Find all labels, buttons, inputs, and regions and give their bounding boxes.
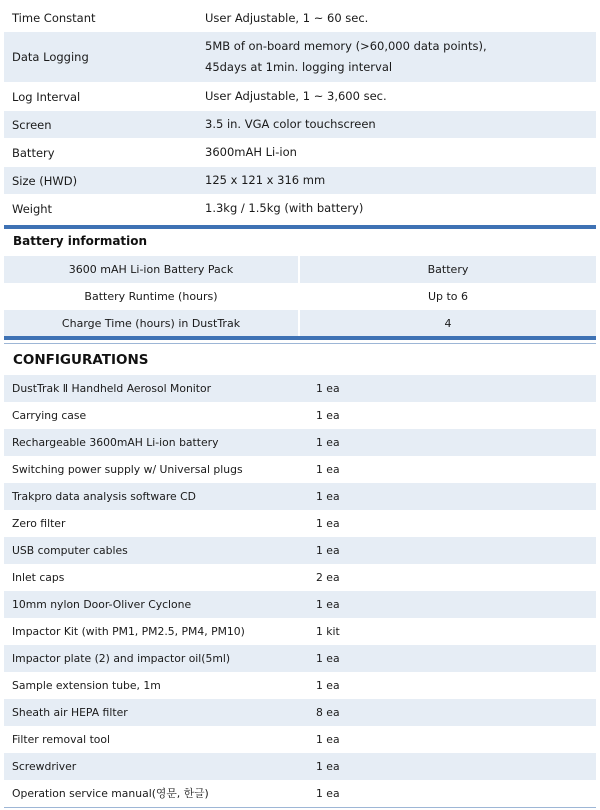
battery-row bbox=[4, 310, 596, 337]
config-item: Filter removal tool bbox=[12, 733, 111, 746]
config-item: Screwdriver bbox=[12, 760, 77, 773]
spec-label: Size (HWD) bbox=[12, 173, 78, 188]
config-qty: 1 ea bbox=[316, 436, 340, 449]
config-item: Sheath air HEPA filter bbox=[12, 706, 128, 719]
config-row bbox=[4, 375, 596, 402]
spec-value bbox=[197, 83, 596, 110]
config-row bbox=[4, 618, 596, 645]
spec-label: Time Constant bbox=[12, 11, 96, 25]
battery-label: 3600 mAH Li-ion Battery Pack bbox=[4, 256, 300, 283]
config-qty: 1 ea bbox=[316, 598, 340, 611]
config-qty: 1 ea bbox=[316, 679, 340, 692]
battery-row bbox=[4, 256, 596, 283]
config-item: Sample extension tube, 1m bbox=[12, 679, 161, 692]
spec-value-line: User Adjustable, 1 ~ 3,600 sec. bbox=[205, 89, 387, 103]
config-qty: 1 ea bbox=[316, 409, 340, 422]
spec-label: Battery bbox=[12, 145, 55, 160]
config-item: Inlet caps bbox=[12, 571, 65, 584]
spec-value-line: 5MB of on-board memory (>60,000 data points), bbox=[205, 39, 487, 53]
config-item: Switching power supply w/ Universal plugs bbox=[12, 463, 243, 476]
spec-value-line: 45days at 1min. logging interval bbox=[205, 60, 393, 74]
config-row bbox=[4, 510, 596, 537]
config-item: Impactor plate (2) and impactor oil(5ml) bbox=[12, 652, 231, 665]
spec-value bbox=[197, 195, 596, 222]
config-qty: 1 ea bbox=[316, 463, 340, 476]
section-divider-thin bbox=[4, 343, 596, 344]
config-item: Trakpro data analysis software CD bbox=[12, 490, 196, 503]
config-qty: 1 kit bbox=[316, 625, 340, 638]
config-qty: 1 ea bbox=[316, 787, 340, 800]
spec-label: Weight bbox=[12, 201, 53, 216]
battery-label: Battery Runtime (hours) bbox=[4, 283, 300, 310]
spec-value-line: 3.5 in. VGA color touchscreen bbox=[205, 117, 376, 131]
config-item: Impactor Kit (with PM1, PM2.5, PM4, PM10) bbox=[12, 625, 245, 638]
spec-table bbox=[4, 5, 596, 223]
bottom-rule bbox=[4, 807, 596, 808]
spec-value bbox=[197, 167, 596, 194]
spec-value bbox=[197, 5, 596, 31]
config-row bbox=[4, 483, 596, 510]
configurations-section-title: CONFIGURATIONS bbox=[13, 352, 149, 368]
spec-row-size bbox=[4, 167, 596, 195]
config-row bbox=[4, 456, 596, 483]
config-row bbox=[4, 699, 596, 726]
config-row bbox=[4, 429, 596, 456]
config-row bbox=[4, 645, 596, 672]
config-item: Operation service manual(영문, 한글) bbox=[12, 787, 209, 800]
spec-row-weight bbox=[4, 195, 596, 223]
spec-value-line: 125 x 121 x 316 mm bbox=[205, 173, 326, 187]
section-divider bbox=[4, 225, 596, 229]
config-row bbox=[4, 537, 596, 564]
battery-value: 4 bbox=[444, 317, 452, 330]
config-row bbox=[4, 672, 596, 699]
config-row bbox=[4, 726, 596, 753]
config-qty: 1 ea bbox=[316, 544, 340, 557]
config-item: 10mm nylon Door-Oliver Cyclone bbox=[12, 598, 192, 611]
config-qty: 8 ea bbox=[316, 706, 340, 719]
config-row bbox=[4, 753, 596, 780]
config-row bbox=[4, 591, 596, 618]
spec-row-screen bbox=[4, 111, 596, 139]
spec-value bbox=[197, 111, 596, 138]
config-qty: 1 ea bbox=[316, 490, 340, 503]
section-divider bbox=[4, 336, 596, 340]
spec-value bbox=[197, 139, 596, 166]
config-qty: 2 ea bbox=[316, 571, 340, 584]
spec-row-time-constant bbox=[4, 5, 596, 32]
config-item: DustTrak Ⅱ Handheld Aerosol Monitor bbox=[12, 382, 212, 395]
battery-section-title: Battery information bbox=[13, 234, 148, 248]
config-row bbox=[4, 564, 596, 591]
spec-row-battery bbox=[4, 139, 596, 167]
configurations-table bbox=[4, 375, 596, 807]
battery-label: Charge Time (hours) in DustTrak bbox=[4, 310, 300, 337]
config-qty: 1 ea bbox=[316, 517, 340, 530]
config-item: Zero filter bbox=[12, 517, 66, 530]
spec-row-log-interval bbox=[4, 83, 596, 111]
battery-row bbox=[4, 283, 596, 310]
config-item: Rechargeable 3600mAH Li-ion battery bbox=[12, 436, 219, 449]
spec-value-line: 1.3kg / 1.5kg (with battery) bbox=[205, 201, 364, 215]
config-row bbox=[4, 402, 596, 429]
spec-label: Screen bbox=[12, 117, 52, 132]
battery-value: Battery bbox=[427, 263, 469, 276]
battery-value: Up to 6 bbox=[427, 290, 469, 303]
battery-table bbox=[4, 256, 596, 337]
spec-value bbox=[197, 32, 596, 82]
spec-label: Log Interval bbox=[12, 89, 81, 104]
config-item: Carrying case bbox=[12, 409, 87, 422]
config-qty: 1 ea bbox=[316, 382, 340, 395]
config-qty: 1 ea bbox=[316, 652, 340, 665]
config-qty: 1 ea bbox=[316, 733, 340, 746]
config-row bbox=[4, 780, 596, 807]
spec-value-line: 3600mAH Li-ion bbox=[205, 145, 297, 159]
spec-label: Data Logging bbox=[12, 50, 89, 64]
spec-value-line: User Adjustable, 1 ~ 60 sec. bbox=[205, 10, 369, 25]
spec-row-data-logging bbox=[4, 32, 596, 83]
config-item: USB computer cables bbox=[12, 544, 128, 557]
config-qty: 1 ea bbox=[316, 760, 340, 773]
